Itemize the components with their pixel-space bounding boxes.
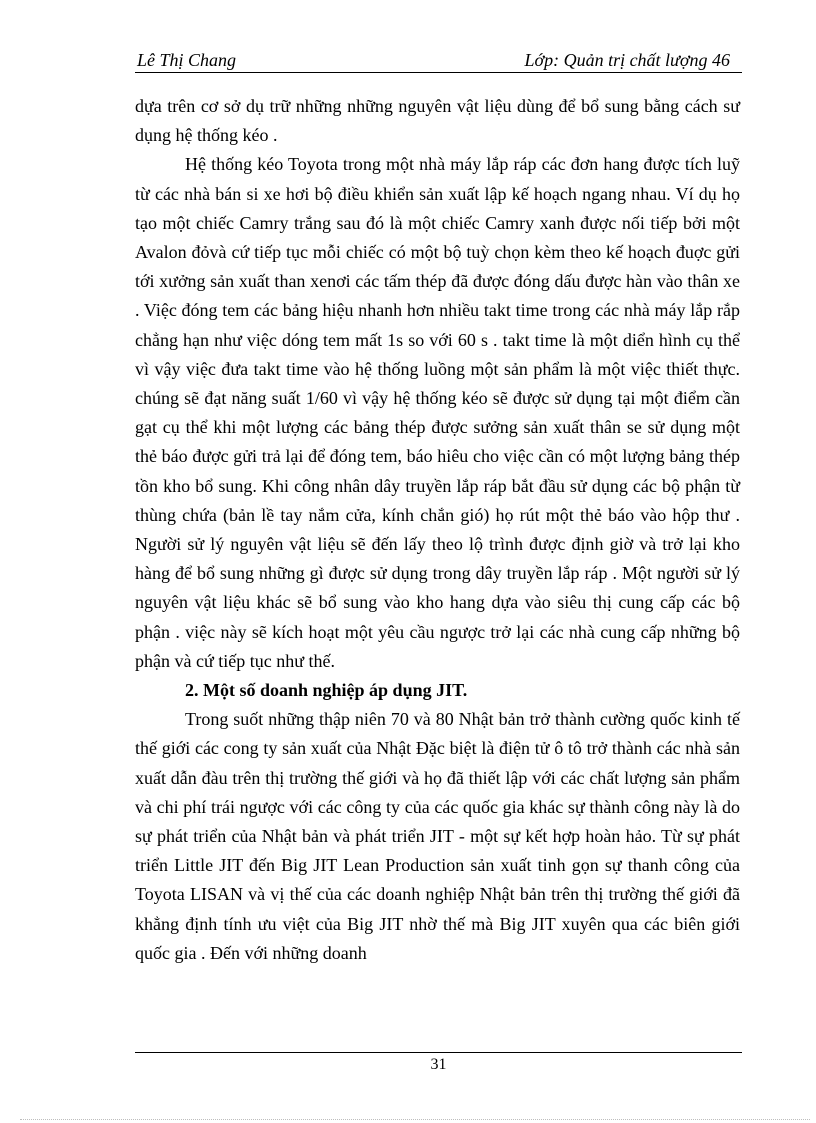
paragraph-jit-enterprises: Trong suốt những thập niên 70 và 80 Nhật bản trở thành cường quốc kinh tế thế giới các cong ty sản xuất của Nhật Đặc biệt là điện tử ô tô trở thành các nhà sản xuất dẫn đàu trên thị trường thế giới và họ đã thiết lập với các chất lượng sản phẩm và chi phí trái ngược với các công ty của các quốc gia khác sự thành công này là do sự phát triển của Nhật bản và phát triển JIT - một sự kết hợp hoàn hảo. Từ sự phát triển Little JIT đến Big JIT Lean Production sản xuất tinh gọn sự thanh công của Toyota LISAN và vị thế của các doanh nghiệp Nhật bản trên thị trường thế giới đã khẳng định tính ưu việt của Big JIT nhờ thế mà Big JIT xuyên qua các biên giới quốc gia . Đến với những doanh bbox=[135, 709, 740, 963]
page-header bbox=[135, 48, 742, 73]
section-heading: 2. Một số doanh nghiệp áp dụng JIT. bbox=[185, 680, 468, 701]
header-class-label: Lớp: Quản trị chất lượng 46 bbox=[524, 50, 730, 70]
header-author: Lê Thị Chang bbox=[137, 50, 237, 70]
paragraph-toyota-pull-system: Hệ thống kéo Toyota trong một nhà máy lắp ráp các đơn hang được tích luỹ từ các nhà bán si xe hơi bộ điều khiển sản xuất lập kế hoạch ngang nhau. Ví dụ họ tạo một chiếc Camry trắng sau đó là một chiếc Camry xanh được nối tiếp bởi một Avalon đỏvà cứ tiếp tục mỗi chiếc có một bộ tuỳ chọn kèm theo kế hoạch đuợc gửi tới xưởng sản xuất than xenơi các tấm thép đã được đóng dấu được hàn vào thân xe . Việc đóng tem các bảng hiệu nhanh hơn nhiều takt time trong các nhà máy lắp rắp chẳng hạn như việc dóng tem mất 1s so với 60 s . takt time là một diển hình cụ thể vì vậy việc đưa takt time vào hệ thống luồng một sản phẩm là một việc thiết thực. chúng sẽ đạt năng suất 1/60 vì vậy hệ thống kéo sẽ được sử dụng tại một điểm cần gạt cụ thể khi một lượng các bảng thép được sưởng sản xuất thân se sử dụng một thẻ báo được gửi trả lại để đóng tem, báo hiêu cho việc cần có một lượng bảng thép tồn kho bổ sung. Khi công nhân dây truyền lắp ráp bắt đầu sử dụng các bộ phận từ thùng chứa (bản lề tay nắm cửa, kính chắn gió) họ rút một thẻ báo vào hộp thư . Người sử lý nguyên vật liệu sẽ đến lấy theo lộ trình được định giờ và trở lại kho hàng để bổ sung những gì được sử dụng trong dây truyền lắp ráp . Một người sử lý nguyên vật liệu khác sẽ bổ sung vào kho hang dựa vào siêu thị cung cấp các bộ phận . việc này sẽ kích hoạt một yêu cầu ngược trở lại các nhà cung cấp những bộ phận và cứ tiếp tục như thế. bbox=[135, 154, 740, 671]
page-bottom-edge bbox=[20, 1119, 810, 1120]
footer-divider bbox=[135, 1052, 742, 1053]
paragraph-continuation: dựa trên cơ sở dụ trữ những những nguyên vật liệu dùng để bổ sung bằng cách sư dụng hệ thống kéo . bbox=[135, 96, 740, 146]
page-body bbox=[135, 92, 740, 968]
page-number: 31 bbox=[430, 1056, 447, 1073]
